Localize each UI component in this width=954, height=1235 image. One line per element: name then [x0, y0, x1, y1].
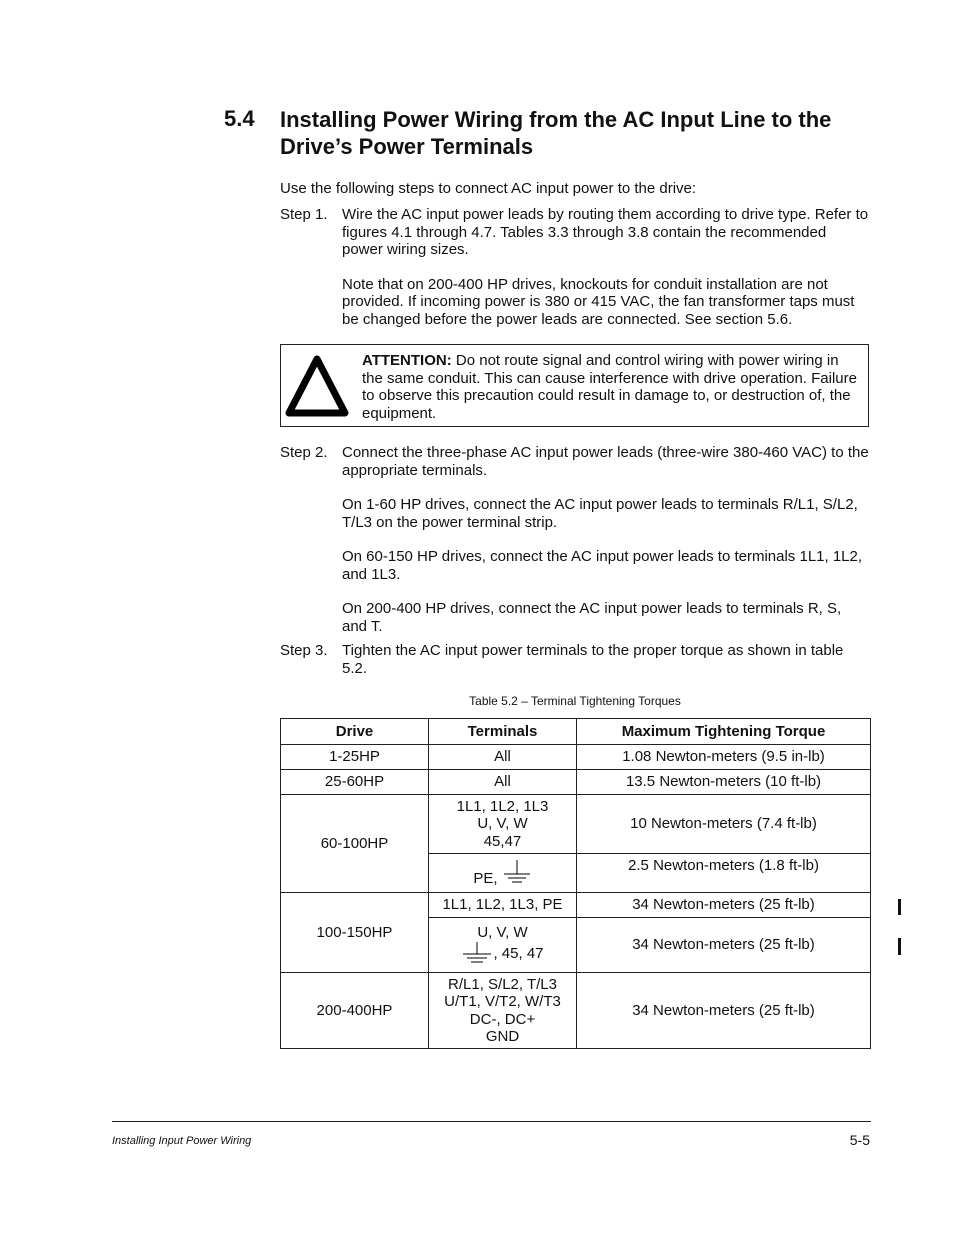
step-2-paragraph: Connect the three-phase AC input power leads (three-wire 380-460 VAC) to the appropriate terminals. [342, 444, 869, 479]
step-3-paragraph: Tighten the AC input power terminals to the proper torque as shown in table 5.2. [342, 642, 844, 677]
attention-label: ATTENTION: [362, 352, 452, 369]
cell-drive: 25-60HP [281, 770, 429, 795]
cell-torque: 10 Newton-meters (7.4 ft-lb) [577, 795, 871, 854]
footer-divider [112, 1121, 871, 1122]
step-3-text [342, 642, 870, 694]
terminal-line: R/L1, S/L2, T/L3 [448, 975, 557, 993]
attention-box [280, 344, 869, 427]
table-caption: Table 5.2 – Terminal Tightening Torques [469, 694, 681, 708]
cell-torque: 13.5 Newton-meters (10 ft-lb) [577, 770, 871, 795]
step-1-paragraph: Wire the AC input power leads by routing them according to drive type. Refer to figures 4.1 through 4.7. Tables 3.3 through 3.8 contain the recommended power wiring sizes. [342, 206, 869, 258]
step-1-text [342, 206, 870, 345]
footer-chapter-title: Installing Input Power Wiring [112, 1135, 252, 1147]
terminal-line: U, V, W [477, 815, 528, 833]
attention-text [362, 352, 857, 422]
cell-terminals: All [429, 770, 577, 795]
table-header-row [281, 719, 871, 745]
header-terminals: Terminals [429, 719, 577, 745]
step-1-paragraph: Note that on 200-400 HP drives, knockouts for conduit installation are not provided. If incoming power is 380 or 415 VAC, the fan transformer taps must be changed before the power leads are connected. See section 5.6. [342, 275, 855, 328]
table-row [281, 770, 871, 795]
terminal-label: , 45, 47 [493, 944, 544, 962]
warning-triangle-icon [285, 353, 349, 417]
cell-drive: 1-25HP [281, 745, 429, 770]
table-row [281, 893, 871, 918]
terminal-line: 45,47 [483, 832, 522, 850]
cell-terminals: All [429, 745, 577, 770]
terminal-line: GND [485, 1028, 520, 1045]
terminal-line: 1L1, 1L2, 1L3 [456, 797, 549, 815]
cell-torque: 2.5 Newton-meters (1.8 ft-lb) [577, 854, 871, 893]
section-number: 5.4 [224, 106, 255, 131]
change-bar [898, 899, 901, 915]
section-title: Installing Power Wiring from the AC Input Line to the Drive’s Power Terminals [280, 107, 832, 159]
intro-text: Use the following steps to connect AC input power to the drive: [280, 180, 697, 197]
terminal-label: PE, [473, 869, 498, 887]
change-bar [898, 938, 901, 955]
cell-torque: 34 Newton-meters (25 ft-lb) [577, 918, 871, 973]
step-3-label: Step 3. [280, 642, 328, 659]
cell-torque: 34 Newton-meters (25 ft-lb) [577, 893, 871, 918]
cell-drive: 60-100HP [281, 795, 429, 893]
terminal-line: U, V, W [477, 924, 528, 942]
cell-terminals [429, 918, 577, 973]
ground-icon [502, 860, 532, 886]
step-2-paragraph: On 1-60 HP drives, connect the AC input power leads to terminals R/L1, S/L2, T/L3 on the power terminal strip. [342, 496, 858, 531]
cell-torque: 1.08 Newton-meters (9.5 in-lb) [577, 745, 871, 770]
cell-terminals [429, 795, 577, 854]
cell-terminals [429, 854, 577, 893]
terminal-line [433, 942, 572, 966]
step-2-text [342, 444, 870, 652]
attention-message: Do not route signal and control wiring with power wiring in the same conduit. This can cause interference with drive operation. Failure to observe this precaution could result in damage to, or destruction of, the equipment. [362, 352, 857, 422]
table-row [281, 745, 871, 770]
step-2-label: Step 2. [280, 444, 328, 461]
step-2-paragraph: On 200-400 HP drives, connect the AC input power leads to terminals R, S, and T. [342, 600, 842, 635]
torque-table [280, 718, 871, 1049]
cell-terminals [429, 973, 577, 1049]
header-drive: Drive [281, 719, 429, 745]
table-row [281, 795, 871, 854]
step-1-label: Step 1. [280, 206, 328, 223]
table-row [281, 973, 871, 1049]
terminal-line: DC-, DC+ [469, 1010, 536, 1028]
cell-terminals: 1L1, 1L2, 1L3, PE [429, 893, 577, 918]
step-2-paragraph: On 60-150 HP drives, connect the AC input power leads to terminals 1L1, 1L2, and 1L3. [342, 548, 863, 583]
ground-icon [461, 942, 493, 966]
cell-drive: 200-400HP [281, 973, 429, 1049]
cell-torque: 34 Newton-meters (25 ft-lb) [577, 973, 871, 1049]
terminal-line: U/T1, V/T2, W/T3 [444, 993, 561, 1010]
cell-drive: 100-150HP [281, 893, 429, 973]
header-torque: Maximum Tightening Torque [577, 719, 871, 745]
page-number: 5-5 [849, 1132, 870, 1148]
